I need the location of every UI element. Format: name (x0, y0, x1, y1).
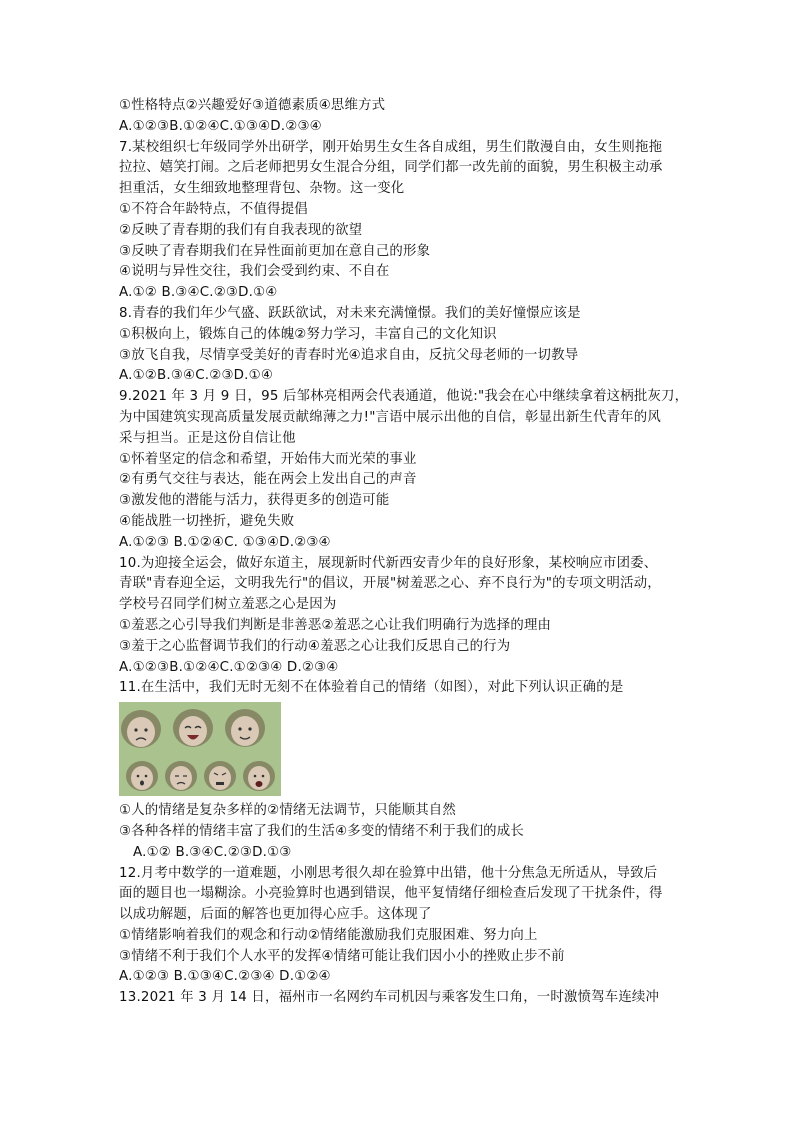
q11-options-3-4: ③各种各样的情绪丰富了我们的生活④多变的情绪不利于我们的成长 (119, 823, 524, 839)
face-angry (204, 761, 236, 791)
q11-stem: 11.在生活中，我们无时无刻不在体验着自己的情绪（如图），对此下列认识正确的是 (119, 680, 624, 696)
q6-answer-choices: A.①②③B.①②④C.①③④D.②③④ (119, 118, 322, 134)
face-crying (165, 761, 197, 791)
q12-options-1-2: ①情绪影响着我们的观念和行动②情绪能激励我们克服困难、努力向上 (119, 927, 538, 943)
q9-option-2: ②有勇气交往与表达，能在两会上发出自己的声音 (119, 472, 417, 488)
q12-options-3-4: ③情绪不利于我们个人水平的发挥④情绪可能让我们因小小的挫败止步不前 (119, 948, 565, 964)
emotion-faces-figure (119, 702, 281, 796)
q7-option-3: ③反映了青春期我们在异性面前更加在意自己的形象 (119, 243, 431, 259)
q10-options-1-2: ①羞恶之心引导我们判断是非善恶②羞恶之心让我们明确行为选择的理由 (119, 617, 552, 633)
face-laughing (173, 709, 213, 747)
q8-options-1-2: ①积极向上，锻炼自己的体魄②努力学习，丰富自己的文化知识 (119, 326, 497, 342)
q6-options-line: ①性格特点②兴趣爱好③道德素质④思维方式 (119, 98, 386, 113)
q8-stem: 8.青春的我们年少气盛、跃跃欲试，对未来充满憧憬。我们的美好憧憬应该是 (119, 305, 581, 321)
q7-option-1: ①不符合年龄特点，不值得提倡 (119, 201, 308, 217)
q10-stem-line-1: 10.为迎接全运会，做好东道主，展现新时代新西安青少年的良好形象，某校响应市团委、 (119, 555, 658, 571)
question-page (119, 96, 689, 1009)
q8-answer-choices: A.①②B.③④C.②③D.①④ (119, 368, 274, 384)
face-smiling (225, 709, 265, 747)
q9-answer-choices: A.①②③ B.①②④C. ①③④D.②③④ (119, 534, 331, 550)
q9-stem-line-1: 9.2021 年 3 月 9 日，95 后邹林亮相两会代表通道，他说:"我会在心中继续拿着这柄批灰刀， (119, 389, 689, 405)
q12-answer-choices: A.①②③ B.①③④C.②③④ D.①②④ (119, 969, 331, 985)
q7-option-4: ④说明与异性交往，我们会受到约束、不自在 (119, 264, 390, 280)
q7-stem-line-1: 7.某校组织七年级同学外出研学，刚开始男生女生各自成组，男生们散漫自由，女生则拖拖 (119, 139, 663, 155)
q9-option-1: ①怀着坚定的信念和希望，开始伟大而光荣的事业 (119, 451, 417, 467)
q8-options-3-4: ③放飞自我，尽情享受美好的青春时光④追求自由，反抗父母老师的一切教导 (119, 347, 579, 363)
face-shouting (243, 761, 275, 791)
q10-stem-line-2: 青联"青春迎全运，文明我先行"的倡议，开展"树羞恶之心、弃不良行为"的专项文明活动， (119, 576, 661, 592)
q9-option-4: ④能战胜一切挫折，避免失败 (119, 513, 295, 529)
q10-stem-line-3: 学校号召同学们树立羞恶之心是因为 (119, 597, 337, 613)
q10-answer-choices: A.①②③B.①②④C.①②③④ D.②③④ (119, 659, 339, 675)
q7-stem-line-3: 担重活，女生细致地整理背包、杂物。这一变化 (119, 181, 405, 197)
q12-stem-line-2: 面的题目也一塌糊涂。小亮验算时也遇到错误，他平复情绪仔细检查后发现了干扰条件，得 (119, 886, 663, 902)
q9-option-3: ③激发他的潜能与活力，获得更多的创造可能 (119, 493, 390, 509)
q7-option-2: ②反映了青春期的我们有自我表现的欲望 (119, 222, 363, 238)
q12-stem-line-3: 以成功解题，后面的解答也更加得心应手。这体现了 (119, 907, 432, 923)
face-sad (121, 710, 161, 748)
face-worried (126, 761, 158, 791)
q7-stem-line-2: 拉拉、嬉笑打闹。之后老师把男女生混合分组，同学们都一改先前的面貌，男生积极主动承 (119, 160, 663, 176)
q9-stem-line-3: 采与担当。正是这份自信让他 (119, 430, 296, 446)
q11-answer-choices: A.①② B.③④C.②③D.①③ (133, 844, 292, 860)
q11-options-1-2: ①人的情绪是复杂多样的②情绪无法调节，只能顺其自然 (119, 803, 456, 819)
q7-answer-choices: A.①② B.③④C.②③D.①④ (119, 285, 278, 301)
q10-options-3-4: ③羞于之心监督调节我们的行动④羞恶之心让我们反思自己的行为 (119, 638, 511, 654)
q9-stem-line-2: 为中国建筑实现高质量发展贡献绵薄之力!"言语中展示出他的自信，彰显出新生代青年的风 (119, 409, 661, 425)
q12-stem-line-1: 12.月考中数学的一道难题，小刚思考很久却在验算中出错，他十分焦急无所适从，导致后 (119, 865, 658, 881)
q13-stem-line-1: 13.2021 年 3 月 14 日，福州市一名网约车司机因与乘客发生口角，一时激愤驾车连续冲 (119, 990, 660, 1006)
